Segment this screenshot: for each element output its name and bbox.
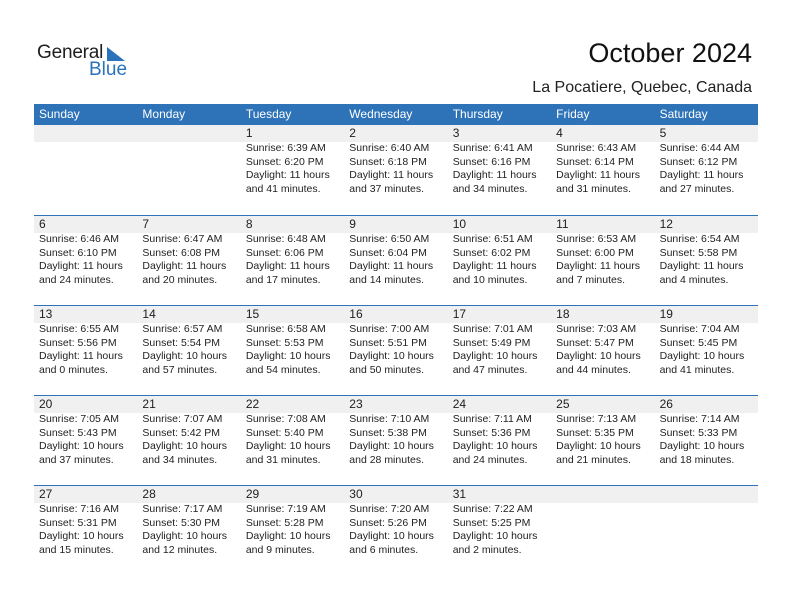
week-days xyxy=(34,486,758,575)
sunset-text: Sunset: 5:31 PM xyxy=(39,516,117,529)
sunset-text: Sunset: 6:06 PM xyxy=(245,246,324,259)
sunset-text: Sunset: 6:10 PM xyxy=(39,246,117,259)
day-cell xyxy=(551,125,654,215)
day-number: 3 xyxy=(452,126,460,140)
sunrise-text: Sunrise: 6:57 AM xyxy=(142,323,223,335)
day-cell xyxy=(551,216,654,305)
daylight-hours-text: Daylight: 10 hours xyxy=(452,350,538,363)
day-cell xyxy=(448,486,551,575)
sunrise-text: Sunrise: 6:41 AM xyxy=(452,142,533,154)
sunrise-text: Sunrise: 7:03 AM xyxy=(556,323,637,335)
day-cell xyxy=(655,306,758,395)
daylight-minutes-text: and 41 minutes. xyxy=(245,182,321,195)
daylight-minutes-text: and 44 minutes. xyxy=(556,363,631,376)
day-number: 10 xyxy=(452,217,467,231)
sunrise-text: Sunrise: 6:58 AM xyxy=(245,323,326,335)
daylight-hours-text: Daylight: 10 hours xyxy=(452,440,538,453)
sunrise-text: Sunrise: 7:22 AM xyxy=(452,503,533,515)
sunset-text: Sunset: 5:45 PM xyxy=(659,336,738,349)
day-number: 26 xyxy=(659,397,673,411)
day-cell xyxy=(551,396,654,485)
sunset-text: Sunset: 5:30 PM xyxy=(142,516,221,529)
daylight-minutes-text: and 7 minutes. xyxy=(556,273,626,286)
sunset-text: Sunset: 6:14 PM xyxy=(556,155,634,168)
daylight-hours-text: Daylight: 11 hours xyxy=(245,260,330,273)
day-number: 9 xyxy=(349,217,356,231)
daylight-hours-text: Daylight: 11 hours xyxy=(556,260,640,273)
day-number: 19 xyxy=(659,307,673,321)
sunset-text: Sunset: 6:00 PM xyxy=(556,246,634,259)
daylight-hours-text: Daylight: 10 hours xyxy=(142,440,228,453)
sunrise-text: Sunrise: 6:55 AM xyxy=(39,323,119,335)
calendar-grid xyxy=(34,104,758,575)
sunset-text: Sunset: 5:25 PM xyxy=(452,516,531,529)
day-cell xyxy=(551,306,654,395)
sunset-text: Sunset: 5:51 PM xyxy=(349,336,427,349)
day-cell xyxy=(448,216,551,305)
sunset-text: Sunset: 5:33 PM xyxy=(659,426,738,439)
day-cell xyxy=(344,216,447,305)
daylight-minutes-text: and 0 minutes. xyxy=(39,363,108,376)
daylight-minutes-text: and 28 minutes. xyxy=(349,453,424,466)
weekday-monday: Monday xyxy=(142,107,186,121)
daylight-minutes-text: and 41 minutes. xyxy=(659,363,735,376)
sunset-text: Sunset: 6:16 PM xyxy=(452,155,531,168)
day-number: 25 xyxy=(556,397,570,411)
day-cell xyxy=(655,216,758,305)
day-number: 27 xyxy=(39,487,53,501)
sunset-text: Sunset: 5:43 PM xyxy=(39,426,117,439)
daylight-minutes-text: and 37 minutes. xyxy=(349,182,424,195)
sunrise-text: Sunrise: 7:04 AM xyxy=(659,323,740,335)
daylight-minutes-text: and 27 minutes. xyxy=(659,182,735,195)
sunrise-text: Sunrise: 6:39 AM xyxy=(245,142,326,154)
daylight-hours-text: Daylight: 10 hours xyxy=(142,350,228,363)
daylight-hours-text: Daylight: 10 hours xyxy=(452,530,538,543)
sunrise-text: Sunrise: 7:16 AM xyxy=(39,503,119,515)
empty-day-cell xyxy=(34,125,137,215)
day-number: 18 xyxy=(556,307,570,321)
daylight-minutes-text: and 31 minutes. xyxy=(556,182,631,195)
day-number: 8 xyxy=(245,217,253,231)
day-number: 15 xyxy=(245,307,260,321)
weekday-saturday: Saturday xyxy=(659,107,708,121)
sunrise-text: Sunrise: 7:19 AM xyxy=(245,503,326,515)
day-number: 14 xyxy=(142,307,156,321)
sunset-text: Sunset: 5:53 PM xyxy=(245,336,324,349)
sunrise-text: Sunrise: 6:53 AM xyxy=(556,233,637,245)
day-cell xyxy=(448,125,551,215)
week-row xyxy=(34,125,758,215)
sunrise-text: Sunrise: 7:01 AM xyxy=(452,323,533,335)
day-cell xyxy=(344,396,447,485)
sunrise-text: Sunrise: 6:40 AM xyxy=(349,142,430,154)
daylight-minutes-text: and 24 minutes. xyxy=(39,273,114,286)
sunrise-text: Sunrise: 6:43 AM xyxy=(556,142,637,154)
sunset-text: Sunset: 5:36 PM xyxy=(452,426,531,439)
daylight-minutes-text: and 10 minutes. xyxy=(452,273,528,286)
sunset-text: Sunset: 5:58 PM xyxy=(659,246,738,259)
page-title: October 2024 xyxy=(588,38,752,68)
sunrise-text: Sunrise: 6:54 AM xyxy=(659,233,740,245)
daylight-hours-text: Daylight: 10 hours xyxy=(142,530,228,543)
day-number: 23 xyxy=(349,397,363,411)
day-cell xyxy=(655,396,758,485)
sunset-text: Sunset: 6:12 PM xyxy=(659,155,738,168)
daylight-hours-text: Daylight: 10 hours xyxy=(659,440,745,453)
day-number: 12 xyxy=(659,217,673,231)
daylight-hours-text: Daylight: 10 hours xyxy=(245,350,331,363)
empty-day-cell xyxy=(551,486,654,575)
sunrise-text: Sunrise: 7:00 AM xyxy=(349,323,430,335)
sunset-text: Sunset: 5:38 PM xyxy=(349,426,427,439)
week-days xyxy=(34,125,758,215)
daylight-minutes-text: and 34 minutes. xyxy=(452,182,528,195)
sunrise-text: Sunrise: 6:46 AM xyxy=(39,233,119,245)
weekday-sunday: Sunday xyxy=(39,107,80,121)
sunset-text: Sunset: 6:04 PM xyxy=(349,246,427,259)
day-cell xyxy=(241,306,344,395)
daylight-minutes-text: and 15 minutes. xyxy=(39,543,114,556)
daylight-minutes-text: and 12 minutes. xyxy=(142,543,218,556)
daylight-hours-text: Daylight: 10 hours xyxy=(349,530,434,543)
empty-day-cell xyxy=(137,125,240,215)
sunrise-text: Sunrise: 6:44 AM xyxy=(659,142,740,154)
day-number: 31 xyxy=(452,487,467,501)
sunrise-text: Sunrise: 6:47 AM xyxy=(142,233,223,245)
day-cell xyxy=(137,486,240,575)
sunrise-text: Sunrise: 6:50 AM xyxy=(349,233,430,245)
location-subtitle: La Pocatiere, Quebec, Canada xyxy=(532,79,752,96)
week-days xyxy=(34,216,758,305)
daylight-minutes-text: and 57 minutes. xyxy=(142,363,218,376)
day-number: 29 xyxy=(245,487,260,501)
daylight-hours-text: Daylight: 11 hours xyxy=(142,260,227,273)
daylight-hours-text: Daylight: 11 hours xyxy=(245,169,330,182)
week-row xyxy=(34,485,758,575)
daylight-minutes-text: and 17 minutes. xyxy=(245,273,321,286)
sunset-text: Sunset: 5:47 PM xyxy=(556,336,634,349)
day-cell xyxy=(34,486,137,575)
sunset-text: Sunset: 5:28 PM xyxy=(245,516,324,529)
sunset-text: Sunset: 5:56 PM xyxy=(39,336,117,349)
day-cell xyxy=(344,306,447,395)
day-cell xyxy=(137,396,240,485)
daylight-minutes-text: and 18 minutes. xyxy=(659,453,735,466)
daylight-minutes-text: and 4 minutes. xyxy=(659,273,729,286)
day-number: 16 xyxy=(349,307,363,321)
week-row xyxy=(34,305,758,395)
sunrise-text: Sunrise: 7:11 AM xyxy=(452,413,532,425)
daylight-hours-text: Daylight: 10 hours xyxy=(39,530,124,543)
sunset-text: Sunset: 5:35 PM xyxy=(556,426,634,439)
sunrise-text: Sunrise: 7:08 AM xyxy=(245,413,326,425)
day-cell xyxy=(241,396,344,485)
sunset-text: Sunset: 5:54 PM xyxy=(142,336,221,349)
weeks-container xyxy=(34,125,758,575)
day-number: 30 xyxy=(349,487,363,501)
day-cell xyxy=(34,396,137,485)
sunset-text: Sunset: 5:40 PM xyxy=(245,426,324,439)
day-number: 28 xyxy=(142,487,156,501)
sunrise-text: Sunrise: 7:10 AM xyxy=(349,413,430,425)
weekday-friday: Friday xyxy=(556,107,590,121)
sunrise-text: Sunrise: 7:05 AM xyxy=(39,413,119,425)
day-cell xyxy=(241,216,344,305)
daylight-hours-text: Daylight: 11 hours xyxy=(452,260,537,273)
day-number: 13 xyxy=(39,307,53,321)
daylight-minutes-text: and 54 minutes. xyxy=(245,363,321,376)
daylight-hours-text: Daylight: 10 hours xyxy=(245,530,331,543)
day-cell xyxy=(34,216,137,305)
daylight-hours-text: Daylight: 11 hours xyxy=(452,169,537,182)
daylight-hours-text: Daylight: 10 hours xyxy=(349,350,434,363)
day-cell xyxy=(344,125,447,215)
daylight-hours-text: Daylight: 11 hours xyxy=(39,350,123,363)
sunset-text: Sunset: 6:20 PM xyxy=(245,155,324,168)
week-days xyxy=(34,396,758,485)
day-cell xyxy=(448,396,551,485)
daylight-minutes-text: and 21 minutes. xyxy=(556,453,631,466)
day-number: 1 xyxy=(245,126,253,140)
week-row xyxy=(34,395,758,485)
daylight-hours-text: Daylight: 11 hours xyxy=(349,169,434,182)
day-number: 22 xyxy=(245,397,260,411)
sunrise-text: Sunrise: 7:17 AM xyxy=(142,503,223,515)
day-number: 24 xyxy=(452,397,467,411)
daylight-minutes-text: and 34 minutes. xyxy=(142,453,218,466)
day-cell xyxy=(344,486,447,575)
daylight-hours-text: Daylight: 10 hours xyxy=(349,440,434,453)
daylight-hours-text: Daylight: 10 hours xyxy=(39,440,124,453)
daylight-hours-text: Daylight: 11 hours xyxy=(349,260,434,273)
logo-text-blue: Blue xyxy=(89,59,128,80)
daylight-hours-text: Daylight: 11 hours xyxy=(659,169,744,182)
day-number: 6 xyxy=(39,217,46,231)
daylight-minutes-text: and 9 minutes. xyxy=(245,543,315,556)
daylight-hours-text: Daylight: 10 hours xyxy=(556,440,641,453)
day-cell xyxy=(655,125,758,215)
week-row xyxy=(34,215,758,305)
daylight-minutes-text: and 2 minutes. xyxy=(452,543,522,556)
logo-text-general: General xyxy=(37,42,104,63)
week-days xyxy=(34,306,758,395)
day-cell xyxy=(448,306,551,395)
daylight-hours-text: Daylight: 10 hours xyxy=(556,350,641,363)
daylight-minutes-text: and 50 minutes. xyxy=(349,363,424,376)
day-number: 21 xyxy=(142,397,156,411)
weekday-thursday: Thursday xyxy=(452,107,503,121)
daylight-hours-text: Daylight: 10 hours xyxy=(659,350,745,363)
day-cell xyxy=(137,306,240,395)
daylight-minutes-text: and 6 minutes. xyxy=(349,543,419,556)
daylight-hours-text: Daylight: 11 hours xyxy=(556,169,640,182)
daylight-minutes-text: and 37 minutes. xyxy=(39,453,114,466)
sunrise-text: Sunrise: 6:48 AM xyxy=(245,233,326,245)
sunrise-text: Sunrise: 7:14 AM xyxy=(659,413,740,425)
day-number: 11 xyxy=(556,217,569,231)
daylight-hours-text: Daylight: 11 hours xyxy=(659,260,744,273)
sunset-text: Sunset: 5:49 PM xyxy=(452,336,531,349)
daylight-hours-text: Daylight: 10 hours xyxy=(245,440,331,453)
day-number: 5 xyxy=(659,126,667,140)
day-cell xyxy=(34,306,137,395)
day-cell xyxy=(137,216,240,305)
sunrise-text: Sunrise: 7:13 AM xyxy=(556,413,637,425)
day-number: 7 xyxy=(142,217,150,231)
sunset-text: Sunset: 6:18 PM xyxy=(349,155,427,168)
generalblue-logo xyxy=(37,42,137,82)
daylight-hours-text: Daylight: 11 hours xyxy=(39,260,123,273)
day-number: 2 xyxy=(349,126,356,140)
day-number: 20 xyxy=(39,397,53,411)
day-cell xyxy=(241,125,344,215)
weekday-tuesday: Tuesday xyxy=(245,107,292,121)
sunset-text: Sunset: 6:08 PM xyxy=(142,246,221,259)
sunset-text: Sunset: 5:26 PM xyxy=(349,516,427,529)
sunrise-text: Sunrise: 7:07 AM xyxy=(142,413,223,425)
weekday-wednesday: Wednesday xyxy=(349,107,413,121)
day-number: 17 xyxy=(452,307,467,321)
day-cell xyxy=(241,486,344,575)
weekday-header-row xyxy=(34,104,758,125)
daylight-minutes-text: and 20 minutes. xyxy=(142,273,218,286)
daylight-minutes-text: and 31 minutes. xyxy=(245,453,321,466)
sunset-text: Sunset: 5:42 PM xyxy=(142,426,221,439)
sunset-text: Sunset: 6:02 PM xyxy=(452,246,531,259)
daylight-minutes-text: and 14 minutes. xyxy=(349,273,424,286)
daylight-minutes-text: and 24 minutes. xyxy=(452,453,528,466)
daylight-minutes-text: and 47 minutes. xyxy=(452,363,528,376)
empty-day-cell xyxy=(655,486,758,575)
day-number: 4 xyxy=(556,126,563,140)
sunrise-text: Sunrise: 6:51 AM xyxy=(452,233,533,245)
sunrise-text: Sunrise: 7:20 AM xyxy=(349,503,430,515)
